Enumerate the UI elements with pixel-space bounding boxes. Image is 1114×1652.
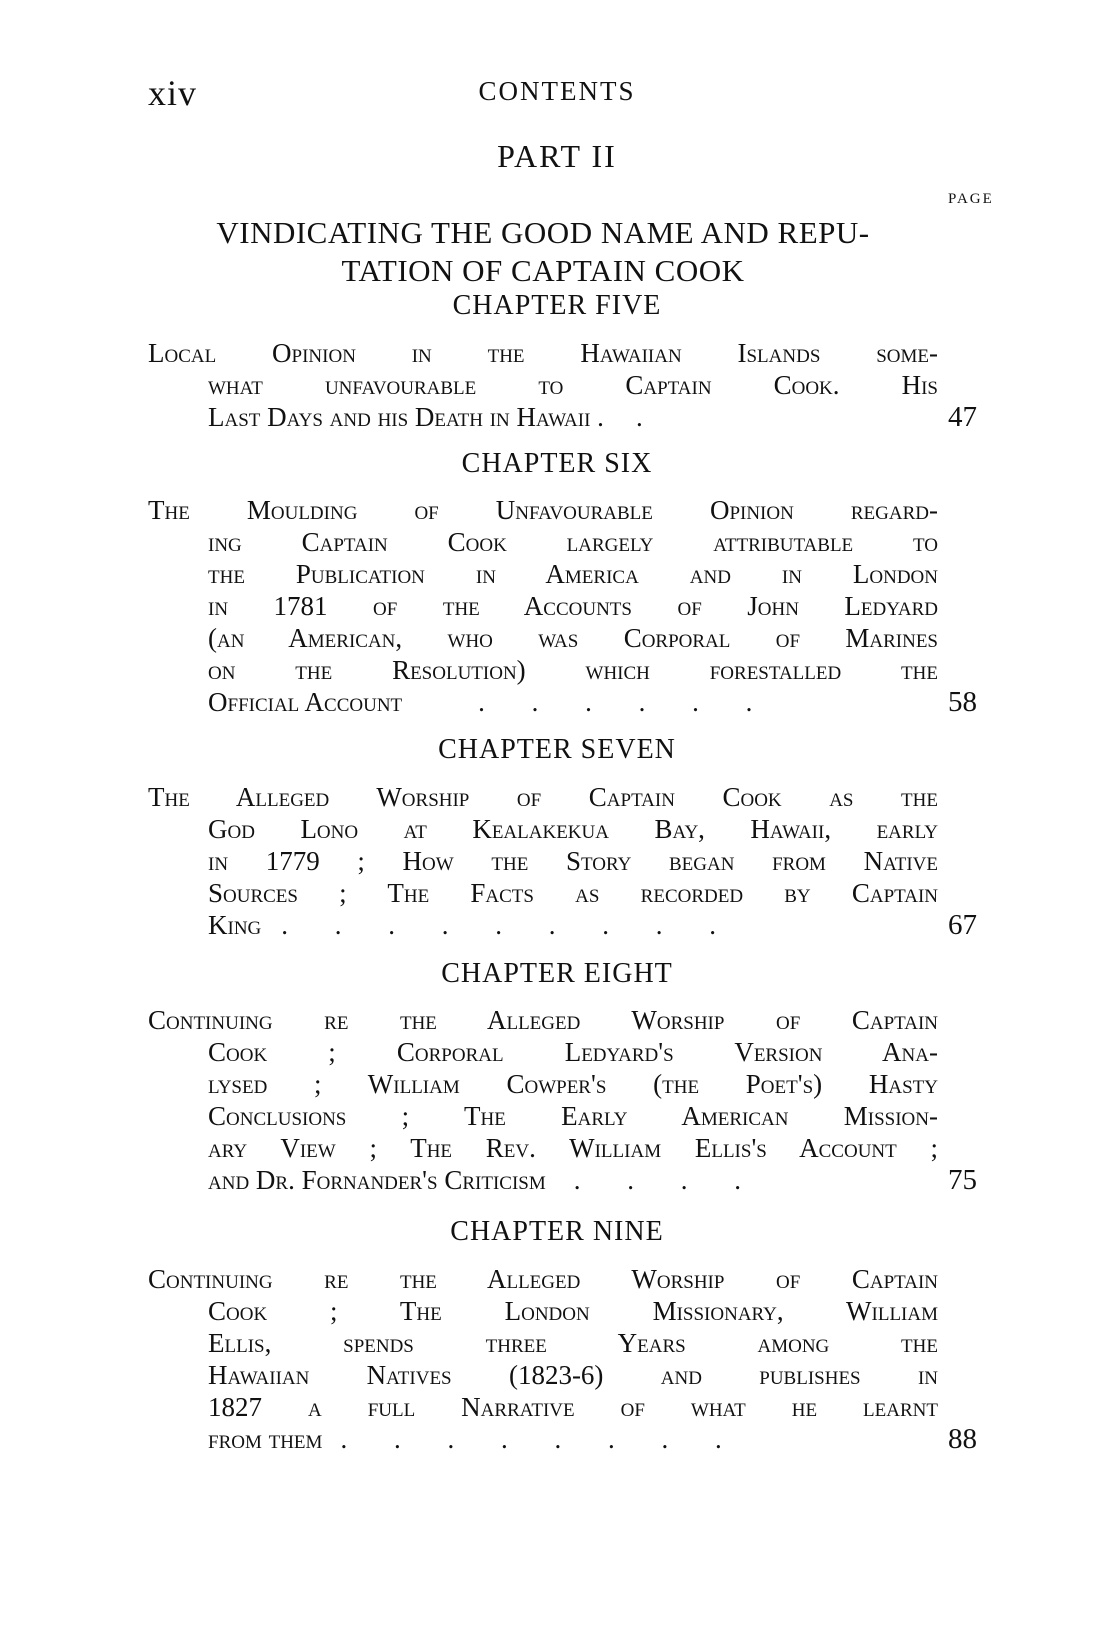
leader-dots: . . . . . . . . (340, 1424, 742, 1454)
part-subtitle-line: VINDICATING THE GOOD NAME AND REPU- (216, 215, 870, 250)
toc-entry (148, 494, 938, 718)
part-subtitle (148, 214, 938, 290)
entry-line: Sources ; The Facts as recorded by Captain (208, 878, 938, 908)
entry-line: in 1781 of the Accounts of John Ledyard (208, 591, 938, 621)
entry-line: the Publication in America and in London (208, 559, 938, 589)
entry-line: 1827 a full Narrative of what he learnt (208, 1392, 938, 1422)
entry-line: The Alleged Worship of Captain Cook as the (148, 782, 938, 812)
entry-line: Conclusions ; The Early American Mission- (208, 1101, 938, 1131)
chapter-heading: CHAPTER FIVE (452, 290, 662, 321)
entry-line-last (148, 1423, 938, 1455)
entry-line: what unfavourable to Captain Cook. His (208, 370, 938, 400)
entry-line: ing Captain Cook largely attributable to (208, 527, 938, 557)
page-number: xiv (148, 73, 198, 113)
entry-line: lysed ; William Cowper's (the Poet's) Hasty (208, 1069, 938, 1099)
entry-line: God Lono at Kealakekua Bay, Hawaii, early (208, 814, 938, 844)
toc-entry (148, 1263, 938, 1455)
entry-page-number: 67 (948, 909, 977, 941)
entry-page-number: 88 (948, 1423, 977, 1455)
running-head: CONTENTS (478, 76, 636, 106)
entry-line: Hawaiian Natives (1823-6) and publishes in (208, 1360, 938, 1390)
entry-line: (an American, who was Corporal of Marines (208, 623, 938, 653)
part-subtitle-line: TATION OF CAPTAIN COOK (341, 253, 745, 288)
entry-line-text: King (208, 910, 262, 940)
chapter-heading: CHAPTER NINE (450, 1216, 664, 1247)
entry-line: Ellis, spends three Years among the (208, 1328, 938, 1358)
entry-line: on the Resolution) which forestalled the (208, 655, 938, 685)
leader-dots: . . . . (573, 1165, 761, 1195)
chapter-heading: CHAPTER SIX (461, 448, 653, 479)
entry-line: in 1779 ; How the Story began from Native (208, 846, 938, 876)
entry-line: Continuing re the Alleged Worship of Captain (148, 1264, 938, 1294)
entry-line-last (148, 401, 938, 433)
entry-line-last (148, 1164, 938, 1196)
toc-entry (148, 781, 938, 941)
entry-line: Continuing re the Alleged Worship of Captain (148, 1005, 938, 1035)
chapter-heading: CHAPTER EIGHT (441, 958, 673, 989)
leader-dots: . . . . . . . . . (281, 910, 737, 940)
entry-line: Local Opinion in the Hawaiian Islands some- (148, 338, 938, 368)
entry-page-number: 58 (948, 686, 977, 718)
entry-line-last (148, 909, 938, 941)
part-title: PART II (497, 138, 617, 174)
chapter-heading: CHAPTER SEVEN (438, 734, 676, 765)
toc-entry (148, 1004, 938, 1196)
entry-line: ary View ; The Rev. William Ellis's Account ; (208, 1133, 938, 1163)
entry-page-number: 75 (948, 1164, 977, 1196)
leader-dots: . (635, 402, 663, 432)
entry-line: The Moulding of Unfavourable Opinion regard- (148, 495, 938, 525)
leader-dots: . . . . . . (478, 687, 773, 717)
entry-page-number: 47 (948, 401, 977, 433)
entry-line: Cook ; Corporal Ledyard's Version Ana- (208, 1037, 938, 1067)
entry-line-text: Last Days and his Death in Hawaii . (208, 402, 604, 432)
entry-line-text: from them (208, 1424, 323, 1454)
entry-line-text: and Dr. Fornander's Criticism (208, 1165, 546, 1195)
entry-line-last (148, 686, 938, 718)
entry-line-text: Official Account (208, 687, 403, 717)
toc-entry (148, 337, 938, 433)
page-column-label: PAGE (948, 191, 994, 207)
entry-line: Cook ; The London Missionary, William (208, 1296, 938, 1326)
